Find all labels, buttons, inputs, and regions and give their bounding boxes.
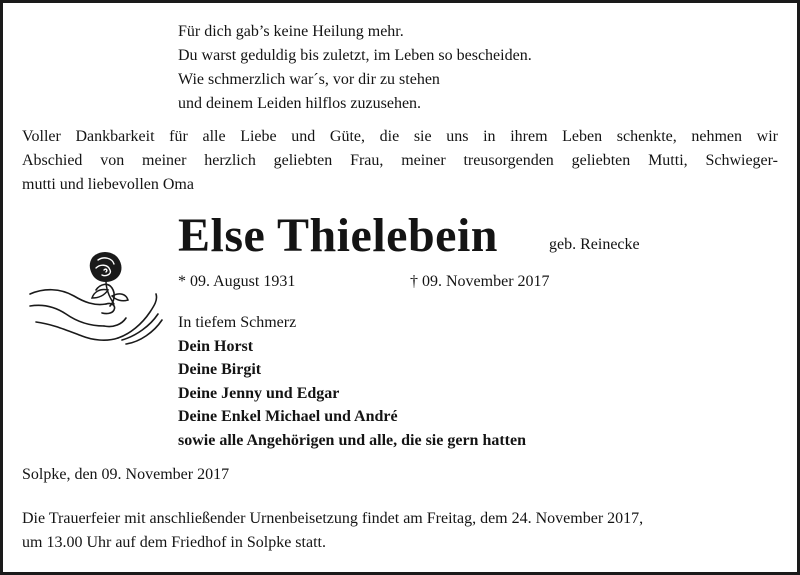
funeral-line: Die Trauerfeier mit anschließender Urnenbeisetzung findet am Freitag, dem 24. November 2017, [22, 510, 644, 527]
poem-line: Für dich gab’s keine Heilung mehr. [178, 23, 404, 40]
mourner-line: sowie alle Angehörigen und alle, die sie gern hatten [178, 431, 526, 449]
funeral-info [22, 507, 643, 555]
poem-line: und deinem Leiden hilflos zuzusehen. [178, 95, 422, 112]
poem-line: Wie schmerzlich war´s, vor dir zu stehen [178, 71, 440, 88]
intro-paragraph [22, 125, 778, 197]
mourners-opening: In tiefem Schmerz [178, 314, 297, 331]
birth-date: * 09. August 1931 [178, 273, 296, 290]
mourner-line: Dein Horst [178, 337, 254, 355]
intro-line: Voller Dankbarkeit für alle Liebe und Güte, die sie uns in ihrem Leben schenkte, nehmen wir [22, 128, 778, 145]
death-date: † 09. November 2017 [410, 273, 550, 290]
intro-line: mutti und liebevollen Oma [22, 176, 194, 193]
intro-line: Abschied von meiner herzlich geliebten Frau, meiner treusorgenden geliebten Mutti, Schwieger- [22, 152, 778, 169]
place-date: Solpke, den 09. November 2017 [22, 466, 230, 483]
mourner-line: Deine Birgit [178, 361, 262, 378]
hands-holding-rose-icon [26, 244, 166, 362]
mourners-block [178, 311, 526, 452]
deceased-name: Else Thielebein [178, 209, 498, 262]
maiden-name: geb. Reinecke [549, 236, 640, 253]
funeral-line: um 13.00 Uhr auf dem Friedhof in Solpke statt. [22, 534, 326, 551]
mourner-line: Deine Enkel Michael und André [178, 408, 398, 425]
poem-line: Du warst geduldig bis zuletzt, im Leben so bescheiden. [178, 47, 532, 64]
memorial-poem [178, 20, 532, 116]
mourner-line: Deine Jenny und Edgar [178, 384, 340, 402]
